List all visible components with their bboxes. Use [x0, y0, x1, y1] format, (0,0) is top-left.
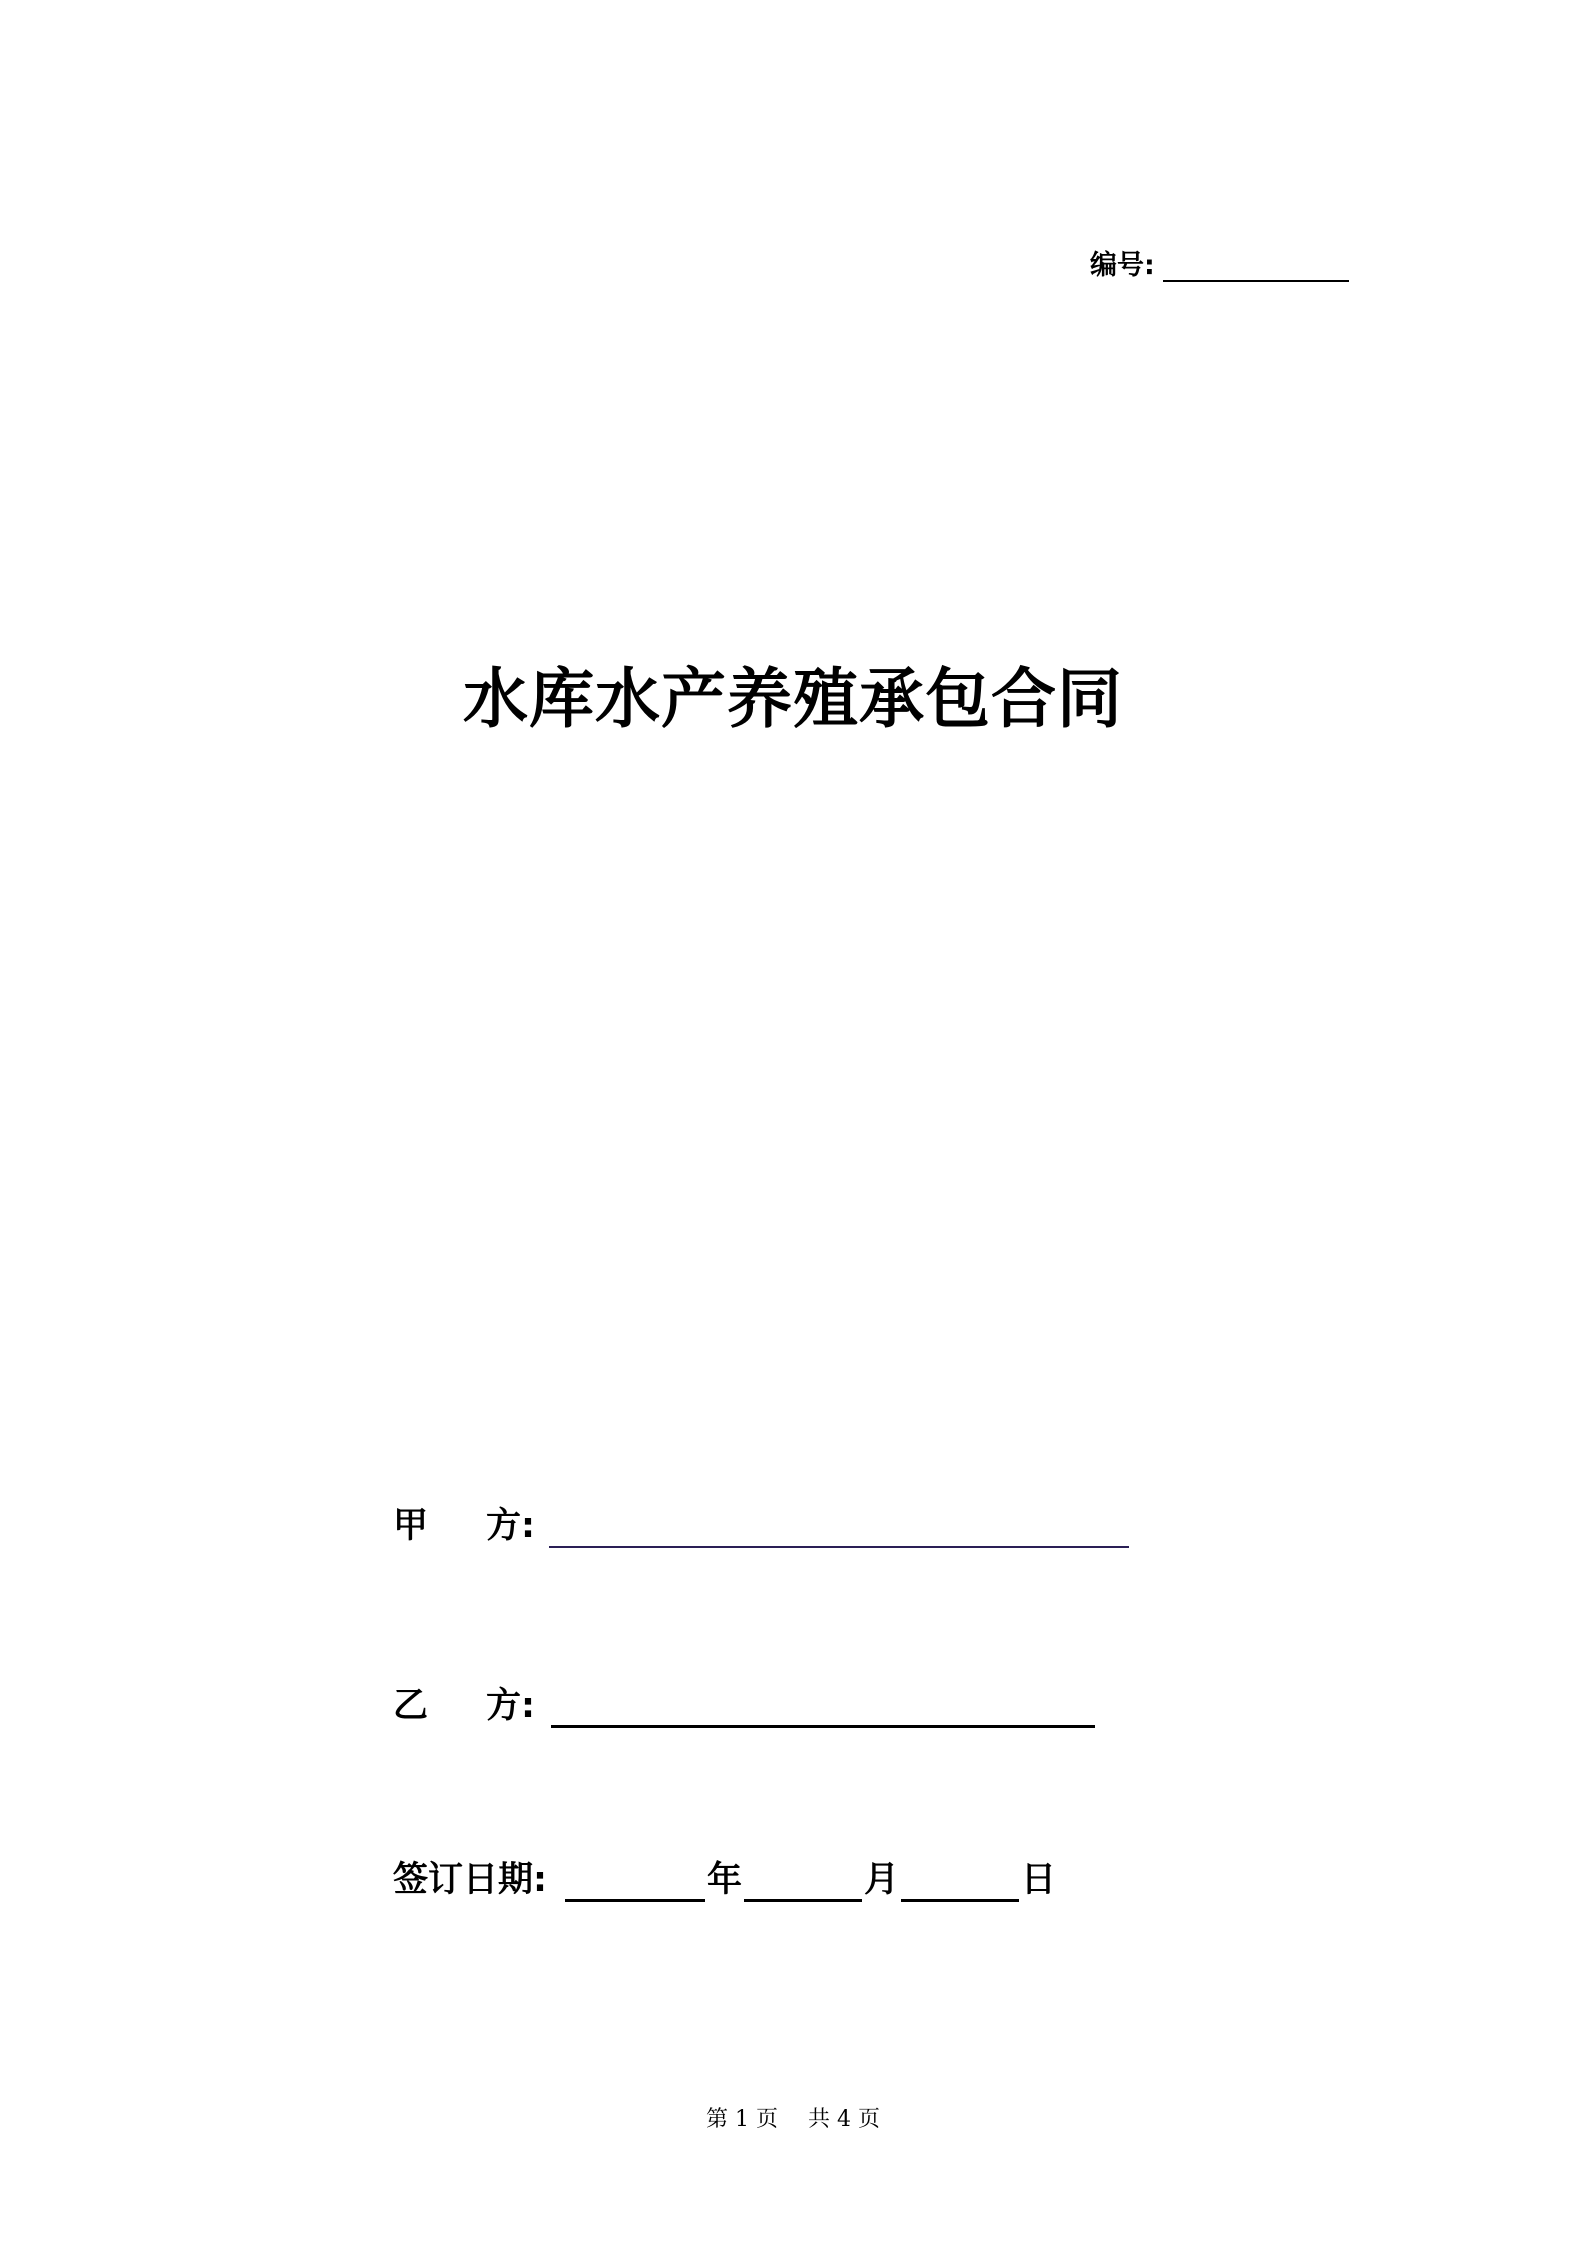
page-number-total: 共 4 页 — [808, 2107, 880, 2132]
contract-number-field — [1090, 242, 1349, 282]
signing-date-label: 签订日期: — [393, 1860, 547, 1900]
party-a-field — [393, 1498, 1129, 1548]
party-b-field — [393, 1678, 1095, 1728]
day-label: 日 — [1021, 1860, 1057, 1900]
party-b-label-first: 乙 — [393, 1686, 429, 1726]
page-number-current: 第 1 页 — [706, 2107, 778, 2132]
year-blank — [565, 1863, 705, 1902]
party-b-blank — [551, 1689, 1095, 1728]
contract-number-blank — [1163, 252, 1349, 282]
year-label: 年 — [707, 1860, 743, 1900]
contract-number-label: 编号: — [1090, 250, 1155, 281]
party-a-label-second: 方: — [486, 1506, 536, 1546]
signing-date-field — [393, 1852, 1056, 1902]
month-label: 月 — [864, 1860, 900, 1900]
day-blank — [901, 1863, 1019, 1902]
party-b-label-second: 方: — [486, 1686, 536, 1726]
party-a-label-first: 甲 — [393, 1506, 429, 1546]
document-title: 水库水产养殖承包合同 — [462, 662, 1123, 737]
party-a-blank — [549, 1510, 1129, 1548]
month-blank — [744, 1863, 862, 1902]
page-footer — [0, 2102, 1586, 2133]
